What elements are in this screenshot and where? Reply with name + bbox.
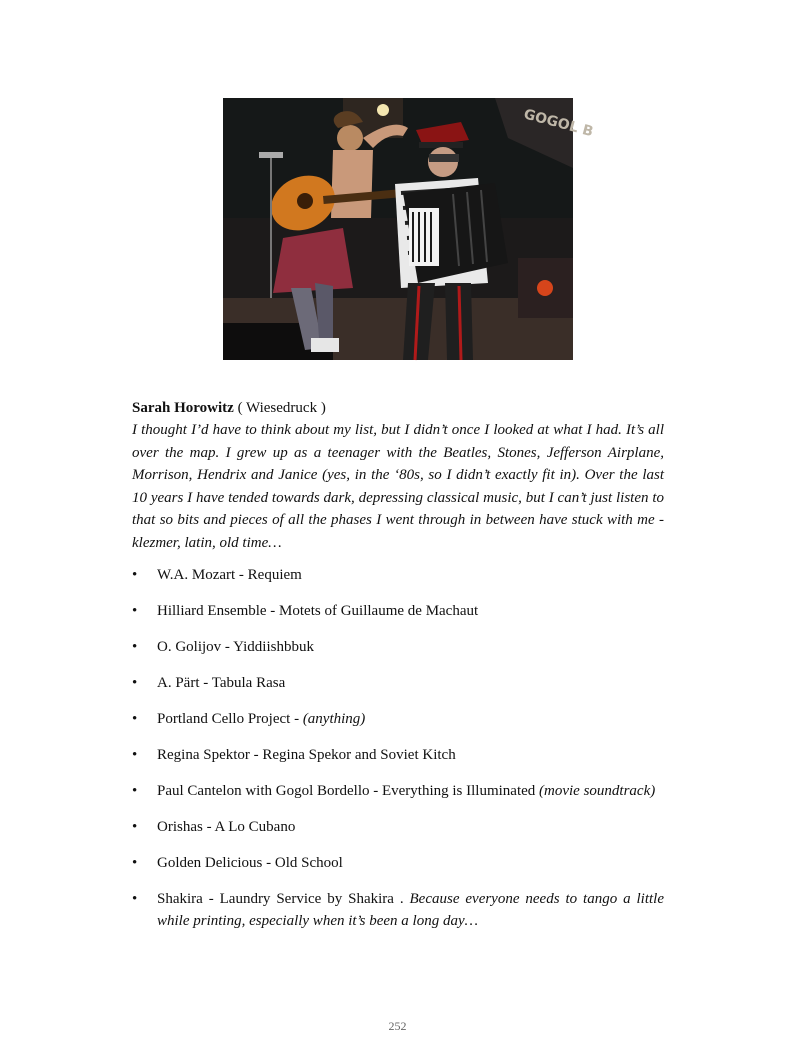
- bullet-icon: •: [132, 711, 138, 727]
- author-line: [132, 397, 664, 419]
- banner-text: GOGOL B: [521, 106, 595, 141]
- bullet-icon: •: [132, 891, 138, 907]
- list-item-text: Regina Spektor - Regina Spekor and Soviet Kitch: [157, 747, 456, 763]
- list-item: [132, 708, 664, 730]
- list-item-text: Paul Cantelon with Gogol Bordello - Everything is Illuminated: [157, 783, 540, 799]
- bullet-icon: •: [132, 747, 138, 763]
- bullet-icon: •: [132, 567, 138, 583]
- list-item-text: Orishas - A Lo Cubano: [157, 819, 296, 835]
- affiliation: ( Wiesedruck ): [237, 400, 326, 416]
- list-item-text: A. Pärt - Tabula Rasa: [157, 675, 286, 691]
- list-item-text: O. Golijov - Yiddiishbbuk: [157, 639, 314, 655]
- list-item-note: Because everyone needs to tango a little while printing, especially when it’s been a long day…: [157, 891, 664, 929]
- music-list: [132, 564, 664, 932]
- entry: [132, 397, 664, 946]
- bullet-icon: •: [132, 783, 138, 799]
- list-item: [132, 600, 664, 622]
- intro-paragraph: I thought I’d have to think about my list, but I didn’t once I looked at what I had. It’s all over the map. I grew up as a teenager with the Beatles, Stones, Jefferson Airplane, Morrison, Hendrix and Janice (yes, in the ‘80s, so I didn’t exactly fit in). Over the last 10 years I have tended towards dark, depressing classical music, but I can’t just listen to that so bits and pieces of all the phases I went through in between have stuck with me - klezmer, latin, old time…: [132, 422, 664, 551]
- list-item: [132, 564, 664, 586]
- bullet-icon: •: [132, 639, 138, 655]
- bullet-icon: •: [132, 819, 138, 835]
- list-item: [132, 672, 664, 694]
- bullet-icon: •: [132, 675, 138, 691]
- author-name: Sarah Horowitz: [132, 400, 234, 416]
- list-item: [132, 816, 664, 838]
- list-item: [132, 744, 664, 766]
- list-item: [132, 636, 664, 658]
- bullet-icon: •: [132, 855, 138, 871]
- page-number: 252: [388, 1019, 407, 1033]
- list-item-note: (anything): [302, 711, 366, 727]
- list-item-text: Portland Cello Project -: [157, 711, 303, 727]
- list-item-text: Shakira - Laundry Service by Shakira .: [157, 891, 410, 907]
- bullet-icon: •: [132, 603, 138, 619]
- list-item: [132, 888, 664, 932]
- list-item: [132, 852, 664, 874]
- list-item-text: W.A. Mozart - Requiem: [157, 567, 302, 583]
- list-item-note: (movie soundtrack): [539, 783, 656, 799]
- list-item: [132, 780, 664, 802]
- list-item-text: Golden Delicious - Old School: [157, 855, 343, 871]
- list-item-text: Hilliard Ensemble - Motets of Guillaume de Machaut: [157, 603, 479, 619]
- concert-photo: [223, 98, 595, 360]
